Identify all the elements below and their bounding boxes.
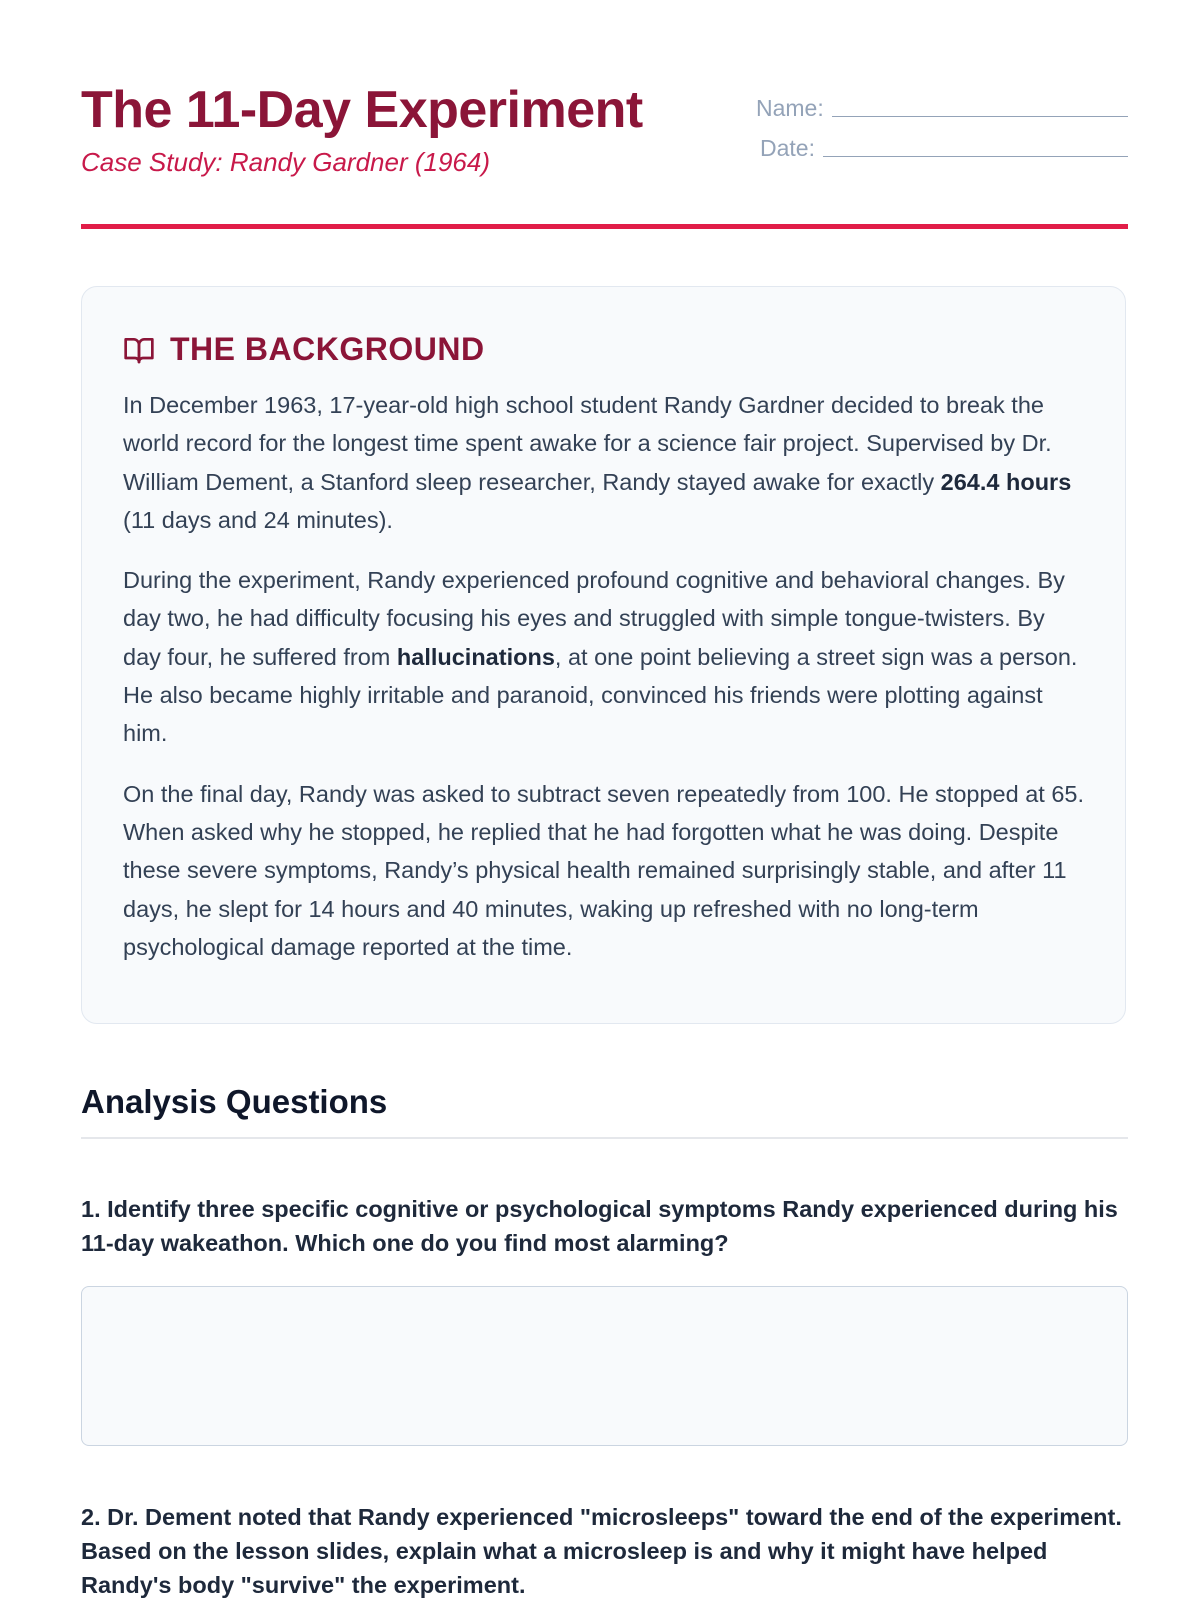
analysis-heading: Analysis Questions: [81, 1083, 388, 1120]
background-header: [123, 331, 1085, 368]
hours-highlight: 264.4 hours: [940, 468, 1072, 495]
question-2: 2. Dr. Dement noted that Randy experienced "microsleeps" toward the end of the experiment. Based on the lesson slides, explain what a microsleep is and why it might have helped Randy's body "survive" the experiment.: [81, 1504, 1122, 1598]
background-paragraph-2: During the experiment, Randy experienced profound cognitive and behavioral changes. By day two, he had difficulty focusing his eyes and struggled with simple tongue-twisters. By day four, he suffered from hallucinations, at one point believing a street sign was a person. He also became highly irritable and paranoid, convinced his friends were plotting against him.: [123, 567, 1078, 747]
date-label: Date:: [760, 135, 815, 161]
worksheet-header: [81, 78, 1128, 178]
page-title: The 11-Day Experiment: [81, 81, 643, 139]
background-card: [81, 286, 1126, 1024]
student-info: [756, 82, 1128, 162]
name-field[interactable]: [832, 116, 1128, 117]
name-row: [756, 82, 1128, 122]
page-subtitle: Case Study: Randy Gardner (1964): [81, 147, 490, 177]
header-divider: [81, 224, 1128, 229]
background-paragraph-3: On the final day, Randy was asked to subtract seven repeatedly from 100. He stopped at 65. When asked why he stopped, he replied that he had forgotten what he was doing. Despite these severe symptoms, Randy’s physical health remained surprisingly stable, and after 11 days, he slept for 14 hours and 40 minutes, waking up refreshed with no long-term psychological damage reported at the time.: [123, 780, 1085, 960]
question-1: 1. Identify three specific cognitive or psychological symptoms Randy experienced during his 11-day wakeathon. Which one do you find most alarming?: [81, 1196, 1118, 1256]
date-field[interactable]: [823, 156, 1128, 157]
background-paragraph-1: In December 1963, 17-year-old high school student Randy Gardner decided to break the world record for the longest time spent awake for a science fair project. Supervised by Dr. William Dement, a Stanford sleep researcher, Randy stayed awake for exactly 264.4 hours (11 days and 24 minutes).: [123, 392, 1072, 533]
background-heading: THE BACKGROUND: [170, 331, 485, 367]
date-row: [756, 122, 1128, 162]
answer-box-1[interactable]: [81, 1286, 1128, 1446]
hallucinations-highlight: hallucinations: [396, 643, 555, 670]
open-book-icon: [123, 334, 155, 366]
analysis-divider: [81, 1137, 1128, 1139]
name-label: Name:: [756, 95, 824, 121]
